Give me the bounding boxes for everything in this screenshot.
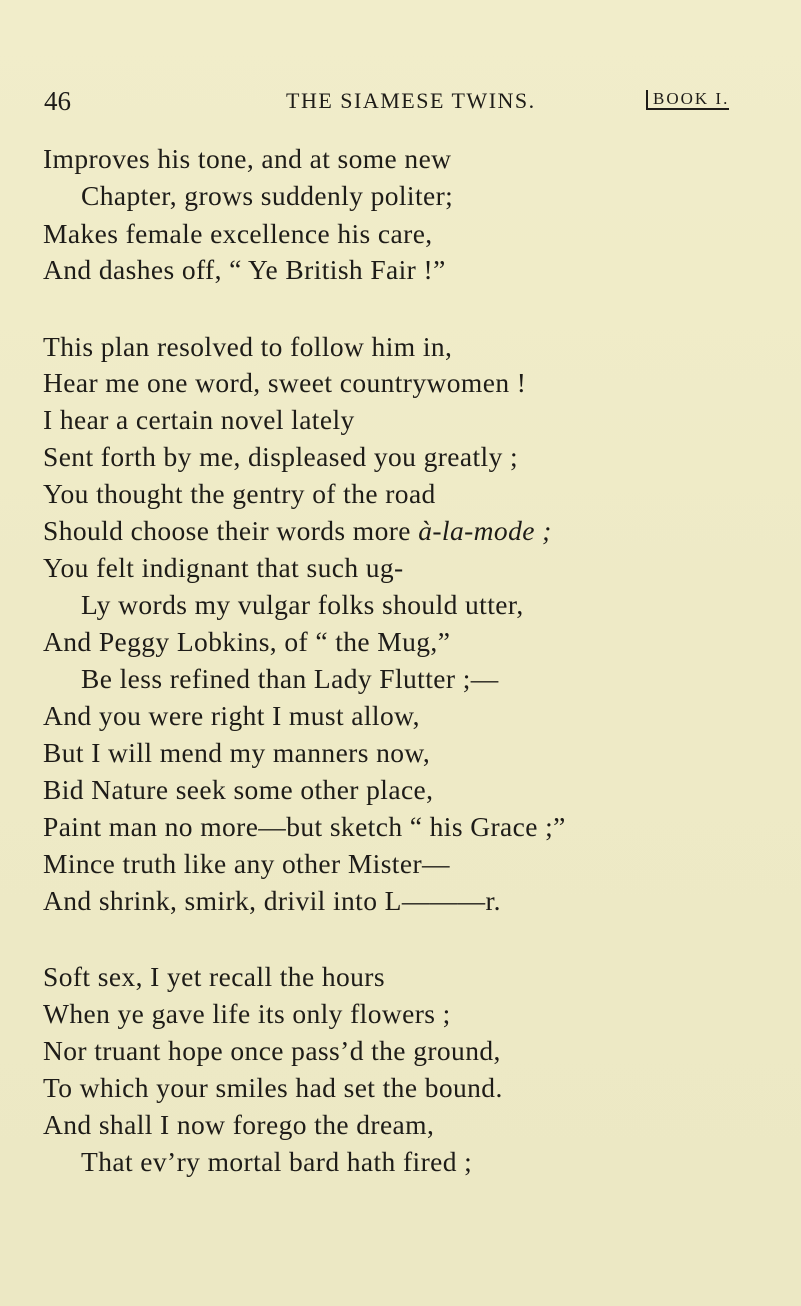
verse-line: This plan resolved to follow him in, xyxy=(43,331,453,362)
verse-line: And you were right I must allow, xyxy=(43,700,420,731)
verse-line: You thought the gentry of the road xyxy=(43,478,436,509)
verse-line: Hear me one word, sweet countrywomen ! xyxy=(43,367,527,398)
verse-line: Sent forth by me, displeased you greatly ; xyxy=(43,441,519,472)
verse-line: Chapter, grows suddenly politer; xyxy=(81,180,454,211)
verse-line: Ly words my vulgar folks should utter, xyxy=(81,589,524,620)
verse-line: And shall I now forego the dream, xyxy=(43,1109,435,1140)
verse-line: Soft sex, I yet recall the hours xyxy=(43,961,385,992)
verse-line: And Peggy Lobkins, of “ the Mug,” xyxy=(43,626,451,657)
verse-line-text: Should choose their words more xyxy=(43,515,419,546)
running-title: THE SIAMESE TWINS. xyxy=(286,88,536,113)
verse-line: Improves his tone, and at some new xyxy=(43,143,452,174)
verse-line: Makes female excellence his care, xyxy=(43,218,433,249)
verse-line: To which your smiles had set the bound. xyxy=(43,1072,503,1103)
page-number: 46 xyxy=(44,86,71,116)
verse-line xyxy=(43,514,552,548)
verse-line: You felt indignant that such ug- xyxy=(43,552,404,583)
verse-line: Paint man no more—but sketch “ his Grace ;” xyxy=(43,811,566,842)
italic-phrase: à-la-mode ; xyxy=(418,515,552,546)
verse-line: That ev’ry mortal bard hath fired ; xyxy=(81,1146,473,1177)
verse-line: I hear a certain novel lately xyxy=(43,404,355,435)
verse-line: And dashes off, “ Ye British Fair !” xyxy=(43,254,446,285)
verse-line: Bid Nature seek some other place, xyxy=(43,774,434,805)
book-section-marker: BOOK I. xyxy=(646,90,729,110)
verse-line: Nor truant hope once pass’d the ground, xyxy=(43,1035,501,1066)
verse-line: And shrink, smirk, drivil into L———r. xyxy=(43,885,501,916)
verse-line: Be less refined than Lady Flutter ;— xyxy=(81,663,499,694)
running-header xyxy=(0,86,801,120)
verse-line: Mince truth like any other Mister— xyxy=(43,848,450,879)
verse-line: But I will mend my manners now, xyxy=(43,737,431,768)
verse-line: When ye gave life its only flowers ; xyxy=(43,998,451,1029)
